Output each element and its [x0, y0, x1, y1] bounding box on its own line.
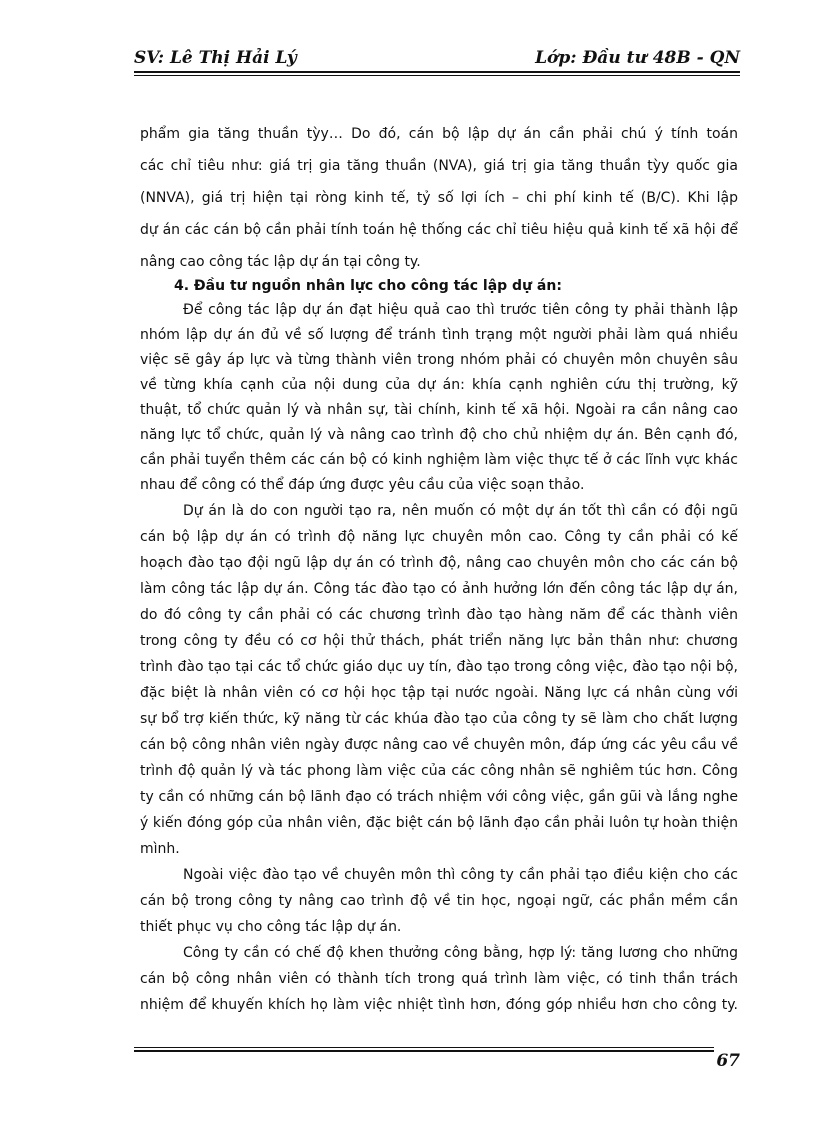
text-line: nhiệm để khuyến khích họ làm việc nhiệt tình hơn, đóng góp nhiều hơn cho công ty.	[140, 997, 738, 1013]
text-line: dự án các cán bộ cần phải tính toán hệ thống các chỉ tiêu hiệu quả kinh tế xã hội để	[140, 222, 738, 238]
text-line: cán bộ lập dự án có trình độ năng lực chuyên môn cao. Công ty cần phải có kế	[140, 529, 738, 545]
text-line: phẩm gia tăng thuần tỳy… Do đó, cán bộ lập dự án cần phải chú ý tính toán	[140, 126, 738, 142]
text-line: Dự án là do con người tạo ra, nên muốn có một dự án tốt thì cần có đội ngũ	[183, 503, 738, 519]
text-line: Ngoài việc đào tạo về chuyên môn thì công ty cần phải tạo điều kiện cho các	[183, 867, 738, 883]
text-line: trình đào tạo tại các tổ chức giáo dục uy tín, đào tạo trong công việc, đào tạo nội bộ,	[140, 659, 738, 675]
text-line: (NNVA), giá trị hiện tại ròng kinh tế, tỷ số lợi ích – chi phí kinh tế (B/C). Khi lập	[140, 190, 738, 206]
text-line: sự bổ trợ kiến thức, kỹ năng từ các khúa đào tạo của công ty sẽ làm cho chất lượng	[140, 711, 738, 727]
text-line: Công ty cần có chế độ khen thưởng công bằng, hợp lý: tăng lương cho những	[183, 945, 738, 961]
text-line: ty cần có những cán bộ lãnh đạo có trách nhiệm với công việc, gần gũi và lắng nghe	[140, 789, 738, 805]
header-rule	[134, 71, 740, 73]
text-line: cán bộ công nhân viên có thành tích trong quá trình làm việc, có tinh thần trách	[140, 971, 738, 987]
text-line: việc sẽ gây áp lực và từng thành viên trong nhóm phải có chuyên môn chuyên sâu	[140, 352, 738, 368]
text-line: thuật, tổ chức quản lý và nhân sự, tài chính, kinh tế xã hội. Ngoài ra cần nâng cao	[140, 402, 738, 418]
text-line: mình.	[140, 841, 180, 857]
text-line: nhóm lập dự án đủ về số lượng để tránh tình trạng một người phải làm quá nhiều	[140, 327, 738, 343]
student-name: SV: Lê Thị Hải Lý	[134, 48, 297, 68]
text-line: nhau để công có thể đáp ứng được yêu cầu của việc soạn thảo.	[140, 477, 585, 493]
text-line: thiết phục vụ cho công tác lập dự án.	[140, 919, 402, 935]
text-line: trình độ quản lý và tác phong làm việc của các công nhân sẽ nghiêm túc hơn. Công	[140, 763, 738, 779]
class-name: Lớp: Đầu tư 48B - QN	[535, 48, 740, 68]
text-line: cán bộ trong công ty nâng cao trình độ về tin học, ngoại ngữ, các phần mềm cần	[140, 893, 738, 909]
section-heading: 4. Đầu tư nguồn nhân lực cho công tác lập dự án:	[174, 278, 562, 294]
page-header	[134, 44, 740, 76]
text-line: cán bộ công nhân viên ngày được nâng cao về chuyên môn, đáp ứng các yêu cầu về	[140, 737, 738, 753]
text-line: về từng khía cạnh của nội dung của dự án: khía cạnh nghiên cứu thị trường, kỹ	[140, 377, 738, 393]
text-line: trong công ty đều có cơ hội thử thách, phát triển năng lực bản thân như: chương	[140, 633, 738, 649]
footer-rule	[134, 1050, 714, 1052]
text-line: Để công tác lập dự án đạt hiệu quả cao thì trước tiên công ty phải thành lập	[183, 302, 738, 318]
page-number: 67	[716, 1051, 740, 1071]
text-line: ý kiến đóng góp của nhân viên, đặc biệt cán bộ lãnh đạo cần phải luôn tự hoàn thiện	[140, 815, 738, 831]
header-rule-thin	[134, 75, 740, 76]
text-line: làm công tác lập dự án. Công tác đào tạo có ảnh hưởng lớn đến công tác lập dự án,	[140, 581, 738, 597]
text-line: do đó công ty cần phải có các chương trình đào tạo hàng năm để các thành viên	[140, 607, 738, 623]
text-line: nâng cao công tác lập dự án tại công ty.	[140, 254, 421, 270]
page-footer	[134, 1047, 740, 1077]
text-line: hoạch đào tạo đội ngũ lập dự án có trình độ, nâng cao chuyên môn cho các cán bộ	[140, 555, 738, 571]
text-line: các chỉ tiêu như: giá trị gia tăng thuần (NVA), giá trị gia tăng thuần tỳy quốc gia	[140, 158, 738, 174]
text-line: năng lực tổ chức, quản lý và nâng cao trình độ cho chủ nhiệm dự án. Bên cạnh đó,	[140, 427, 738, 443]
footer-rule-thin	[134, 1047, 714, 1048]
text-line: đặc biệt là nhân viên có cơ hội học tập tại nước ngoài. Năng lực cá nhân cùng với	[140, 685, 738, 701]
text-line: cần phải tuyển thêm các cán bộ có kinh nghiệm làm việc thực tế ở các lĩnh vực khác	[140, 452, 738, 468]
